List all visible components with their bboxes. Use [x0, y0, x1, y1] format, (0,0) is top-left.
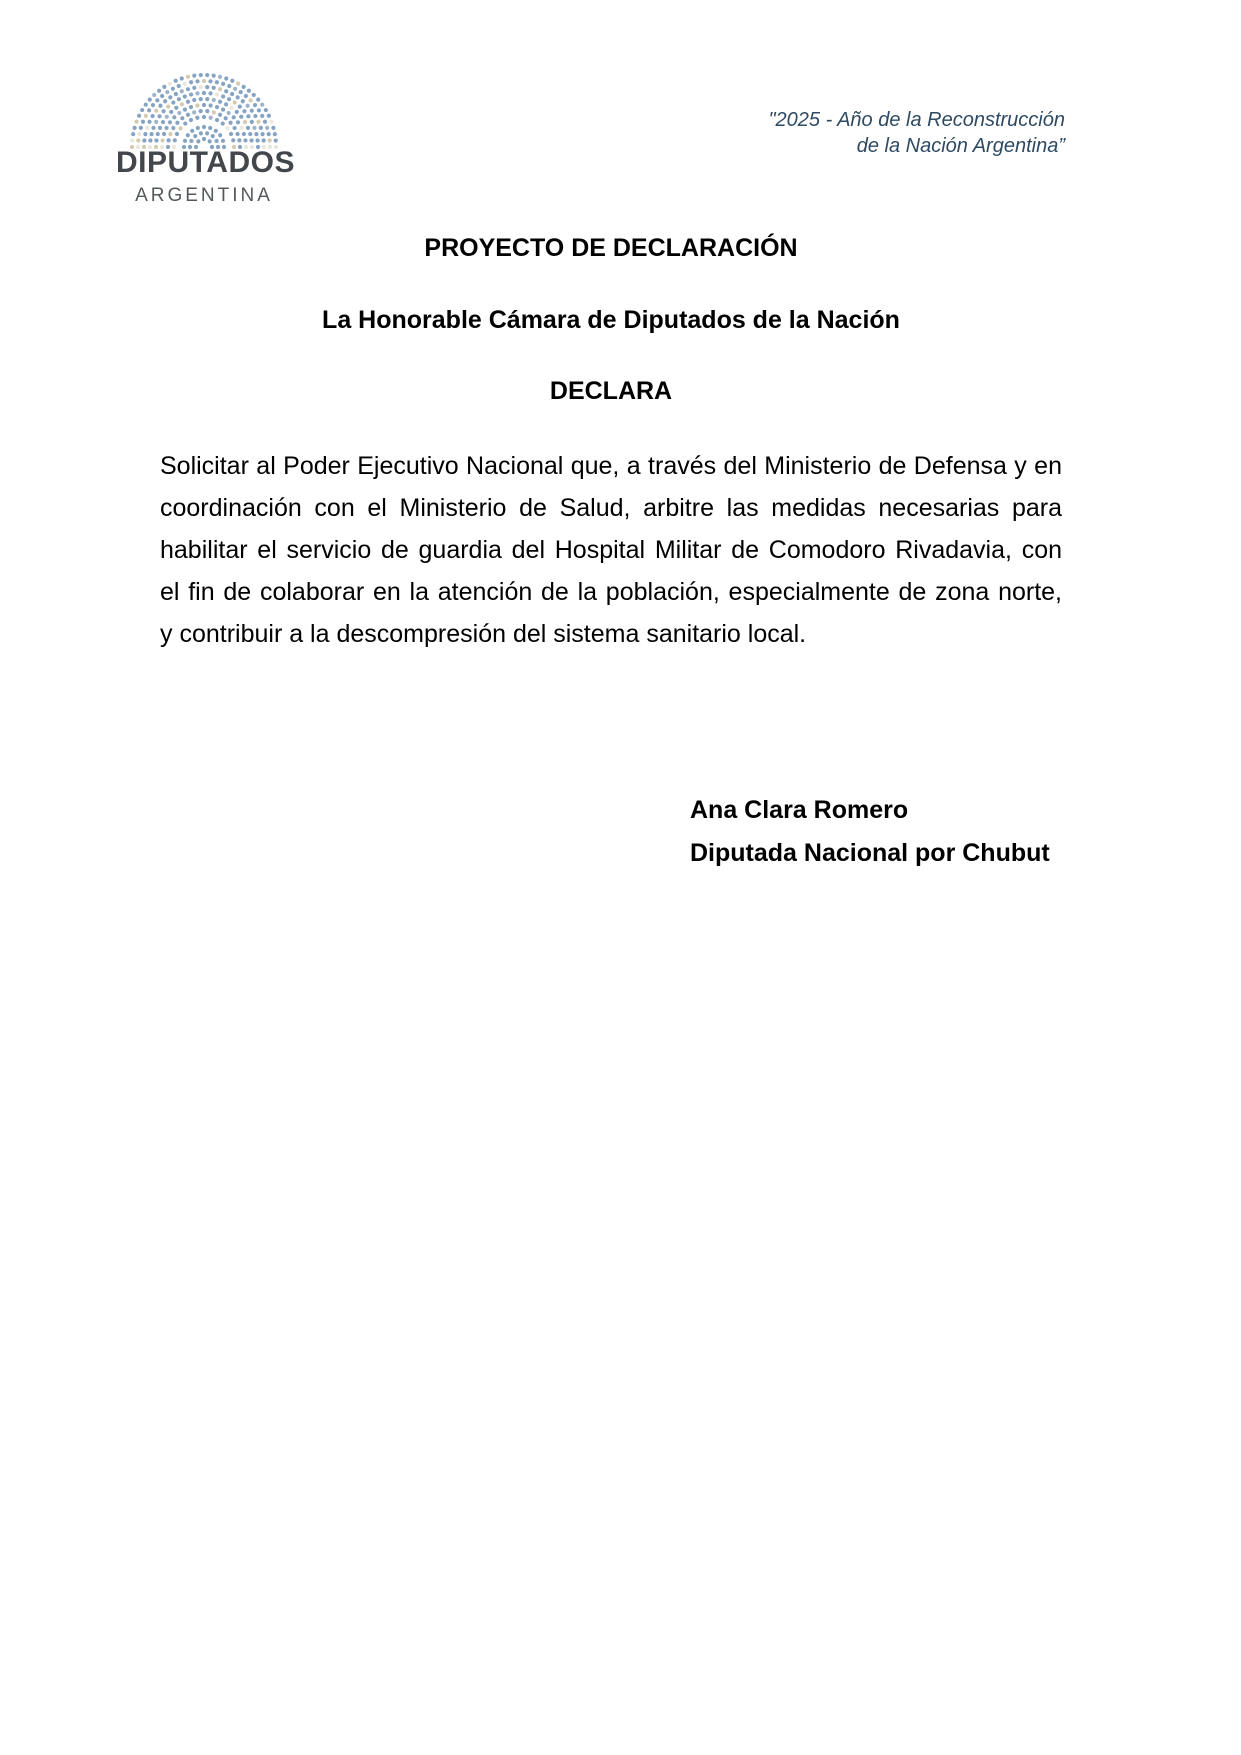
paragraph-line: y contribuir a la descompresión del sistema sanitario local.: [160, 620, 807, 648]
motto-line-1: "2025 - Año de la Reconstrucción: [768, 109, 1065, 131]
signature-role: Diputada Nacional por Chubut: [690, 839, 1050, 867]
signature-name: Ana Clara Romero: [690, 796, 909, 824]
logo-subtitle: ARGENTINA: [135, 185, 273, 206]
paragraph-line: Solicitar al Poder Ejecutivo Nacional que, a través del Ministerio de Defensa y en: [160, 452, 1062, 480]
paragraph-line: habilitar el servicio de guardia del Hospital Militar de Comodoro Rivadavia, con: [160, 536, 1062, 564]
parliament-hemicycle-icon: [130, 73, 278, 149]
year-motto: [768, 107, 1065, 159]
declara-heading: DECLARA: [549, 377, 673, 405]
chamber-heading: La Honorable Cámara de Diputados de la Nación: [322, 306, 900, 334]
declaration-paragraph: [160, 445, 1062, 655]
signature-block: [690, 789, 1050, 875]
motto-line-2: de la Nación Argentina”: [856, 135, 1065, 157]
document-title: PROYECTO DE DECLARACIÓN: [424, 234, 798, 262]
paragraph-line: coordinación con el Ministerio de Salud, arbitre las medidas necesarias para: [160, 494, 1062, 522]
paragraph-line: el fin de colaborar en la atención de la población, especialmente de zona norte,: [160, 578, 1062, 606]
logo-title: DIPUTADOS: [116, 146, 295, 179]
